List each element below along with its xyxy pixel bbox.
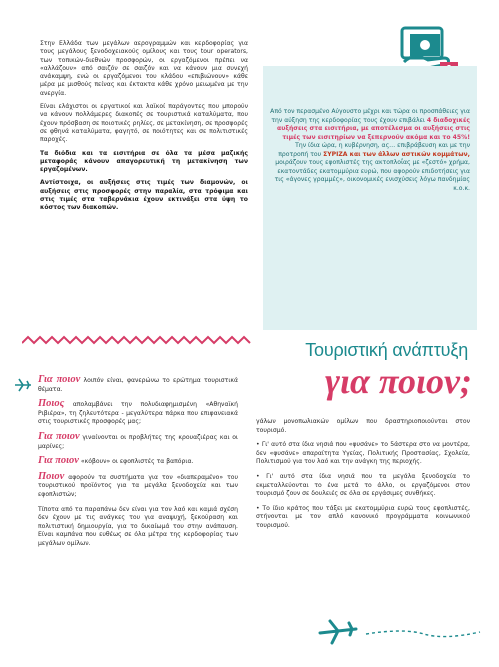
highlight-column	[270, 108, 470, 193]
bullet-item: • Το ίδιο κράτος που τάξει με εκατομμύρια ευρώ τους εφοπλιστές, στήνονται με τον απλό κανονικό προγράμματα κοινωνικού τουρισμού.	[256, 504, 470, 529]
question-text: γιναίνονται οι προβλήτες της κρουαζιέρας και οι μαρίνες;	[38, 433, 238, 450]
questions-column	[38, 376, 238, 555]
question-lead: Για ποιον	[38, 430, 80, 442]
closing-paragraph: Τίποτα από τα παραπάνω δεν είναι για τον λαό και καμιά σχέση δεν έχουν με τις ανάγκες του για αναψυχή, ξεκούραση και πολιτιστική δημιουργία, για το δικαίωμά του στην ανάπαυση. Είναι καμπάνα που ευθέως σε όλα μέτρα της κερδοφορίας των μεγάλων ομίλων.	[38, 505, 238, 547]
question-lead: Για ποιον	[38, 455, 79, 467]
consequences-column	[256, 418, 470, 537]
highlight-increase: 4 διαδοχικές αυξήσεις στα εισιτήρια, με αποτέλεσμα οι αυξήσεις στις τιμές των εισιτηρίων να ξεπερνούν ακόμα και το 45%!	[277, 116, 470, 141]
highlight-box	[263, 66, 477, 330]
question-text: απολαμβάνει την πολυδιαφημισμένη «Αθηναϊκή Ριβιέρα», τη ζηλευτότερα - μεγαλύτερα πάρκα που επιφανειακά στις τουριστικές προσφορές μας;	[38, 401, 238, 426]
highlight-mid: Την ίδια ώρα, η κυβέρνηση, ας… επιβράβευση και με την προτροπή του	[278, 142, 470, 158]
question-item	[38, 457, 238, 467]
flight-path-line	[364, 626, 482, 640]
question-item	[38, 400, 238, 427]
question-item	[38, 470, 238, 500]
plane-icon	[14, 378, 32, 392]
question-item	[38, 430, 238, 451]
intro-paragraph-4: Αντίστοιχα, οι αυξήσεις στις τιμές των διαμονών, οι αυξήσεις στις προσφορές στην παραλία, στα τρόφιμα και στις τιμές στα ταβερνάκια έχουν εκτινάξει στα ύψη το κόστος των διακοπών.	[40, 179, 248, 212]
intro-paragraph-2: Είναι ελάχιστοι οι εργατικοί και λαϊκοί παράγοντες που μπορούν να κάνουν πολλάμερες διακοπές σε τουριστικά καταλύματα, που έχουν πρόσβαση σε ποιοτικές ρηλίες, σε μετακίνηση, σε προσφορές σε φθηνά καταλύματα, φαγητό, σε ποιότητες και σε πολιτιστικές παροχές.	[40, 103, 248, 144]
question-lead: Ποιον	[38, 470, 65, 482]
section-subtitle: Τουριστική ανάπτυξη	[305, 340, 468, 360]
question-text: αφορούν τα συστήματα για τον «διαπεραμένο» του τουριστικού προϊόντος για τα μεγάλα ξενοδοχεία και των εφοπλιστών;	[38, 473, 238, 498]
bullet-item: • Γι' αυτό στα ίδια νησιά που τα μεγάλα ξενοδοχεία το εκμεταλλεύονται το ένα μετά το άλλο, οι εργαζόμενοι στον τουρισμό ζουν σε δουλειές σε όλα σε εργάσιμες συνθήκες.	[256, 472, 470, 498]
highlight-parties: ΣΥΡΙΖΑ και των άλλων αστικών κομμάτων,	[323, 150, 470, 158]
question-text: «κόβουν» οι εφοπλιστές τα βαπόρια.	[78, 458, 194, 466]
consequences-paragraph: γάλων μονοπωλιακών ομίλων που δραστηριοποιούνται στον τουρισμό.	[256, 418, 470, 434]
intro-paragraph-1: Στην Ελλάδα των μεγάλων αερογραμμών και κερδοφορίας για τους μεγάλους ξενοδοχειακούς ομίλους και τους tour operators, των τοπικών-διεθνών προσφορών, οι εργαζόμενοι πρέπει να «αλλάζουν» από σαιζόν σε σαιζόν και να κάνουν μια συνεχή ανάκαμψη, ενώ οι εργαζόμενοι του κλάδου «επιβιώνουν» κάθε μέρα με μισθούς πείνας και έκτακτα κάθε χρόνο μειωμένα με την ανεργία.	[40, 40, 248, 97]
highlight-tail: μοιράζουν τους εφοπλιστές της ακτοπλοΐας με «ζεστό» χρήμα, εκατοντάδες εκατομμύρια ευρώ, που αφορούν επιδοτήσεις για τις «άγονες γραμμές», οικονομικές ενισχύσεις λόγω πανδημίας κ.ο.κ.	[274, 159, 470, 192]
section-title: για ποιον;	[324, 361, 472, 401]
intro-column	[40, 40, 248, 218]
question-lead: Ποιος	[38, 398, 65, 410]
zigzag-divider	[22, 333, 252, 347]
highlight-intro: Από τον περασμένο Αύγουστο μέχρι και τώρα οι προσπάθειες για την αύξηση της κερδοφορίας τους έχουν επιβάλει	[270, 108, 470, 124]
question-lead: Για ποιον	[38, 374, 81, 385]
intro-paragraph-3: Τα διόδια και τα εισιτήρια σε όλα τα μέσα μαζικής μεταφοράς κάνουν απαγορευτική τη μετακίνηση των εργαζομένων.	[40, 149, 248, 174]
plane-icon	[316, 619, 360, 645]
question-text: λοιπόν είναι, φανερώνω το ερώτημα τουριστικά θέματα.	[38, 377, 238, 393]
bullet-item: • Γι' αυτό στα ίδια νησιά που «φυσάνε» το 5άστερα στο να μοντέρα, δεν «φυσάνε» απαραίτητα Υγείας, Πολιτικής Προστασίας, Σχολεία, Πολιτισμού για τον λαό και την ανάγκη της περιοχής.	[256, 441, 470, 466]
question-item	[38, 376, 238, 394]
